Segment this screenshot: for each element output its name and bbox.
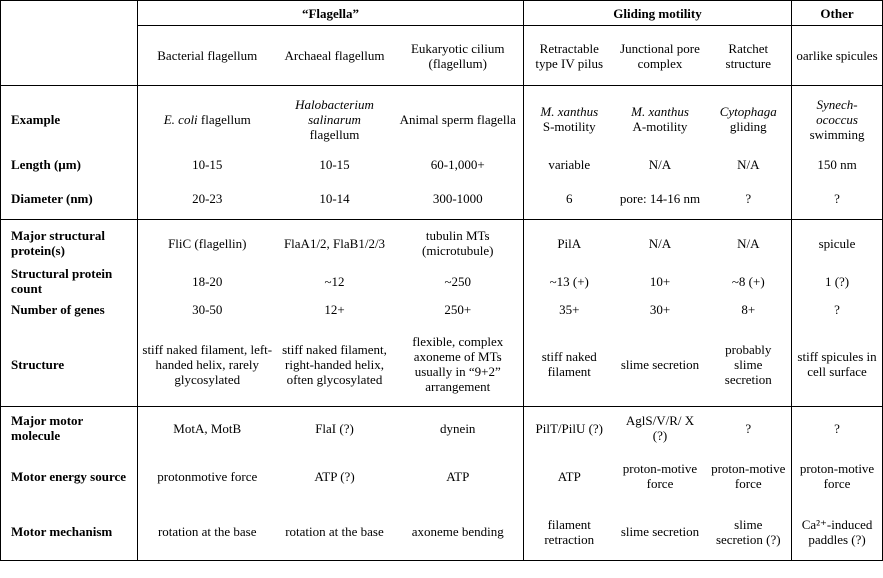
cell-structure-bacterial: stiff naked filament, left-handed helix, rarely glycosylated bbox=[138, 322, 277, 407]
cell-mechanism-spicules: Ca²⁺-induced paddles (?) bbox=[792, 503, 883, 561]
cell-example-ratchet: Cytophaga gliding bbox=[706, 86, 792, 153]
table-row-mechanism bbox=[1, 503, 883, 561]
group-header-row bbox=[1, 1, 883, 26]
cell-major-protein-ratchet: N/A bbox=[706, 220, 792, 267]
cell-protein-count-bacterial: 18-20 bbox=[138, 266, 277, 296]
col-ratchet-structure: Ratchet structure bbox=[706, 26, 792, 86]
cell-mechanism-pilus: filament retraction bbox=[524, 503, 615, 561]
table-row-structure bbox=[1, 322, 883, 407]
cell-mechanism-eukaryotic: axoneme bending bbox=[393, 503, 524, 561]
row-label-energy: Motor energy source bbox=[1, 449, 138, 503]
col-junctional-pore-complex: Junctional pore complex bbox=[615, 26, 706, 86]
cell-motor-ratchet: ? bbox=[706, 407, 792, 450]
cell-energy-pore: proton-motive force bbox=[622, 461, 698, 491]
cell-major-protein-pore: N/A bbox=[615, 220, 706, 267]
cell-protein-count-pilus: ~13 (+) bbox=[524, 266, 615, 296]
row-label-protein-count: Structural protein count bbox=[1, 266, 138, 296]
cell-energy-bacterial: protonmotive force bbox=[138, 449, 277, 503]
col-oarlike-spicules: oarlike spicules bbox=[792, 26, 883, 86]
table-row-genes bbox=[1, 296, 883, 322]
table-row-diameter bbox=[1, 177, 883, 220]
cell-example-archaeal: Halobacterium salinarum flagellum bbox=[277, 86, 393, 153]
cell-diameter-pilus: 6 bbox=[524, 177, 615, 220]
cell-motor-pilus: PilT/PilU (?) bbox=[524, 407, 615, 450]
cell-length-bacterial: 10-15 bbox=[138, 152, 277, 177]
cell-structure-spicules: stiff spicules in cell surface bbox=[792, 322, 883, 407]
cell-major-protein-bacterial: FliC (flagellin) bbox=[138, 220, 277, 267]
cell-motor-bacterial: MotA, MotB bbox=[138, 407, 277, 450]
cell-protein-count-eukaryotic: ~250 bbox=[393, 266, 524, 296]
cell-example-eukaryotic: Animal sperm flagella bbox=[393, 86, 524, 153]
row-label-structure: Structure bbox=[1, 322, 138, 407]
cell-length-pilus: variable bbox=[524, 152, 615, 177]
cell-genes-ratchet: 8+ bbox=[706, 296, 792, 322]
cell-protein-count-archaeal: ~12 bbox=[324, 273, 345, 289]
cell-energy-ratchet: proton-motive force bbox=[706, 449, 792, 503]
cell-energy-eukaryotic: ATP bbox=[393, 449, 524, 503]
cell-protein-count-ratchet: ~8 (+) bbox=[706, 266, 792, 296]
cell-major-protein-pilus: PilA bbox=[524, 220, 615, 267]
table-row-motor bbox=[1, 407, 883, 450]
cell-major-protein-spicules: spicule bbox=[792, 220, 883, 267]
cell-diameter-spicules: ? bbox=[792, 177, 883, 220]
cell-diameter-eukaryotic: 300-1000 bbox=[393, 177, 524, 220]
cell-protein-count-spicules: 1 (?) bbox=[792, 266, 883, 296]
table-row-example bbox=[1, 86, 883, 153]
table-row-major-protein bbox=[1, 220, 883, 267]
cell-genes-bacterial: 30-50 bbox=[138, 296, 277, 322]
cell-motor-pore: AglS/V/R/ X (?) bbox=[615, 407, 706, 450]
cell-example-spicules: Synech-ococcus swimming bbox=[792, 86, 883, 153]
cell-mechanism-ratchet: slime secretion (?) bbox=[706, 503, 792, 561]
cell-mechanism-archaeal: rotation at the base bbox=[277, 503, 393, 561]
cell-length-archaeal: 10-15 bbox=[319, 157, 350, 172]
cell-diameter-archaeal: 10-14 bbox=[277, 177, 393, 220]
col-archaeal-flagellum: Archaeal flagellum bbox=[277, 26, 393, 86]
cell-length-ratchet: N/A bbox=[706, 152, 792, 177]
cell-genes-archaeal: 12+ bbox=[324, 301, 345, 317]
cell-example-pore: M. xanthus A-motility bbox=[615, 86, 706, 153]
group-gliding: Gliding motility bbox=[524, 1, 792, 26]
row-label-length: Length (µm) bbox=[1, 152, 138, 177]
cell-structure-pilus: stiff naked filament bbox=[524, 322, 615, 407]
cell-energy-archaeal: ATP (?) bbox=[314, 468, 355, 484]
cell-diameter-ratchet: ? bbox=[706, 177, 792, 220]
group-flagella: “Flagella” bbox=[138, 1, 524, 26]
row-label-major-protein: Major structural protein(s) bbox=[1, 220, 138, 267]
cell-motor-eukaryotic: dynein bbox=[393, 407, 524, 450]
cell-length-spicules: 150 nm bbox=[792, 152, 883, 177]
group-other: Other bbox=[792, 1, 883, 26]
cell-length-eukaryotic: 60-1,000+ bbox=[393, 152, 524, 177]
row-label-diameter: Diameter (nm) bbox=[1, 177, 138, 220]
cell-energy-pilus: ATP bbox=[524, 449, 615, 503]
cell-energy-spicules: proton-motive force bbox=[792, 449, 883, 503]
corner-cell bbox=[1, 1, 138, 86]
table-row-length bbox=[1, 152, 883, 177]
row-label-mechanism: Motor mechanism bbox=[1, 503, 138, 561]
cell-genes-pore: 30+ bbox=[649, 301, 671, 317]
cell-mechanism-bacterial: rotation at the base bbox=[138, 503, 277, 561]
cell-structure-ratchet: probably slime secretion bbox=[706, 322, 792, 407]
row-label-motor: Major motor molecule bbox=[1, 407, 138, 450]
col-bacterial-flagellum: Bacterial flagellum bbox=[138, 26, 277, 86]
cell-motor-archaeal: FlaI (?) bbox=[277, 407, 393, 450]
cell-length-pore: N/A bbox=[648, 157, 672, 172]
cell-genes-spicules: ? bbox=[792, 296, 883, 322]
cell-example-bacterial: E. coli flagellum bbox=[138, 86, 277, 153]
cell-genes-pilus: 35+ bbox=[524, 296, 615, 322]
cell-structure-archaeal: stiff naked filament, right-handed helix, often glycosylated bbox=[277, 322, 393, 407]
cell-diameter-pore: pore: 14-16 nm bbox=[615, 177, 706, 220]
cell-diameter-bacterial: 20-23 bbox=[138, 177, 277, 220]
cell-genes-eukaryotic: 250+ bbox=[393, 296, 524, 322]
cell-major-protein-eukaryotic: tubulin MTs (microtubule) bbox=[393, 220, 524, 267]
cell-structure-pore: slime secretion bbox=[615, 322, 706, 407]
cell-protein-count-pore: 10+ bbox=[649, 273, 671, 289]
cell-motor-spicules: ? bbox=[792, 407, 883, 450]
cell-mechanism-pore: slime secretion bbox=[615, 503, 706, 561]
row-label-example: Example bbox=[1, 86, 138, 153]
col-eukaryotic-cilium: Eukaryotic cilium (flagellum) bbox=[393, 26, 524, 86]
cell-example-pilus: M. xanthus S-motility bbox=[524, 86, 615, 153]
table-row-protein-count bbox=[1, 266, 883, 296]
row-label-genes: Number of genes bbox=[1, 296, 138, 322]
cell-structure-eukaryotic: flexible, complex axoneme of MTs usually in “9+2” arrangement bbox=[393, 322, 524, 407]
table-row-energy bbox=[1, 449, 883, 503]
cell-major-protein-archaeal: FlaA1/2, FlaB1/2/3 bbox=[277, 220, 393, 267]
col-type-iv-pilus: Retractable type IV pilus bbox=[524, 26, 615, 86]
